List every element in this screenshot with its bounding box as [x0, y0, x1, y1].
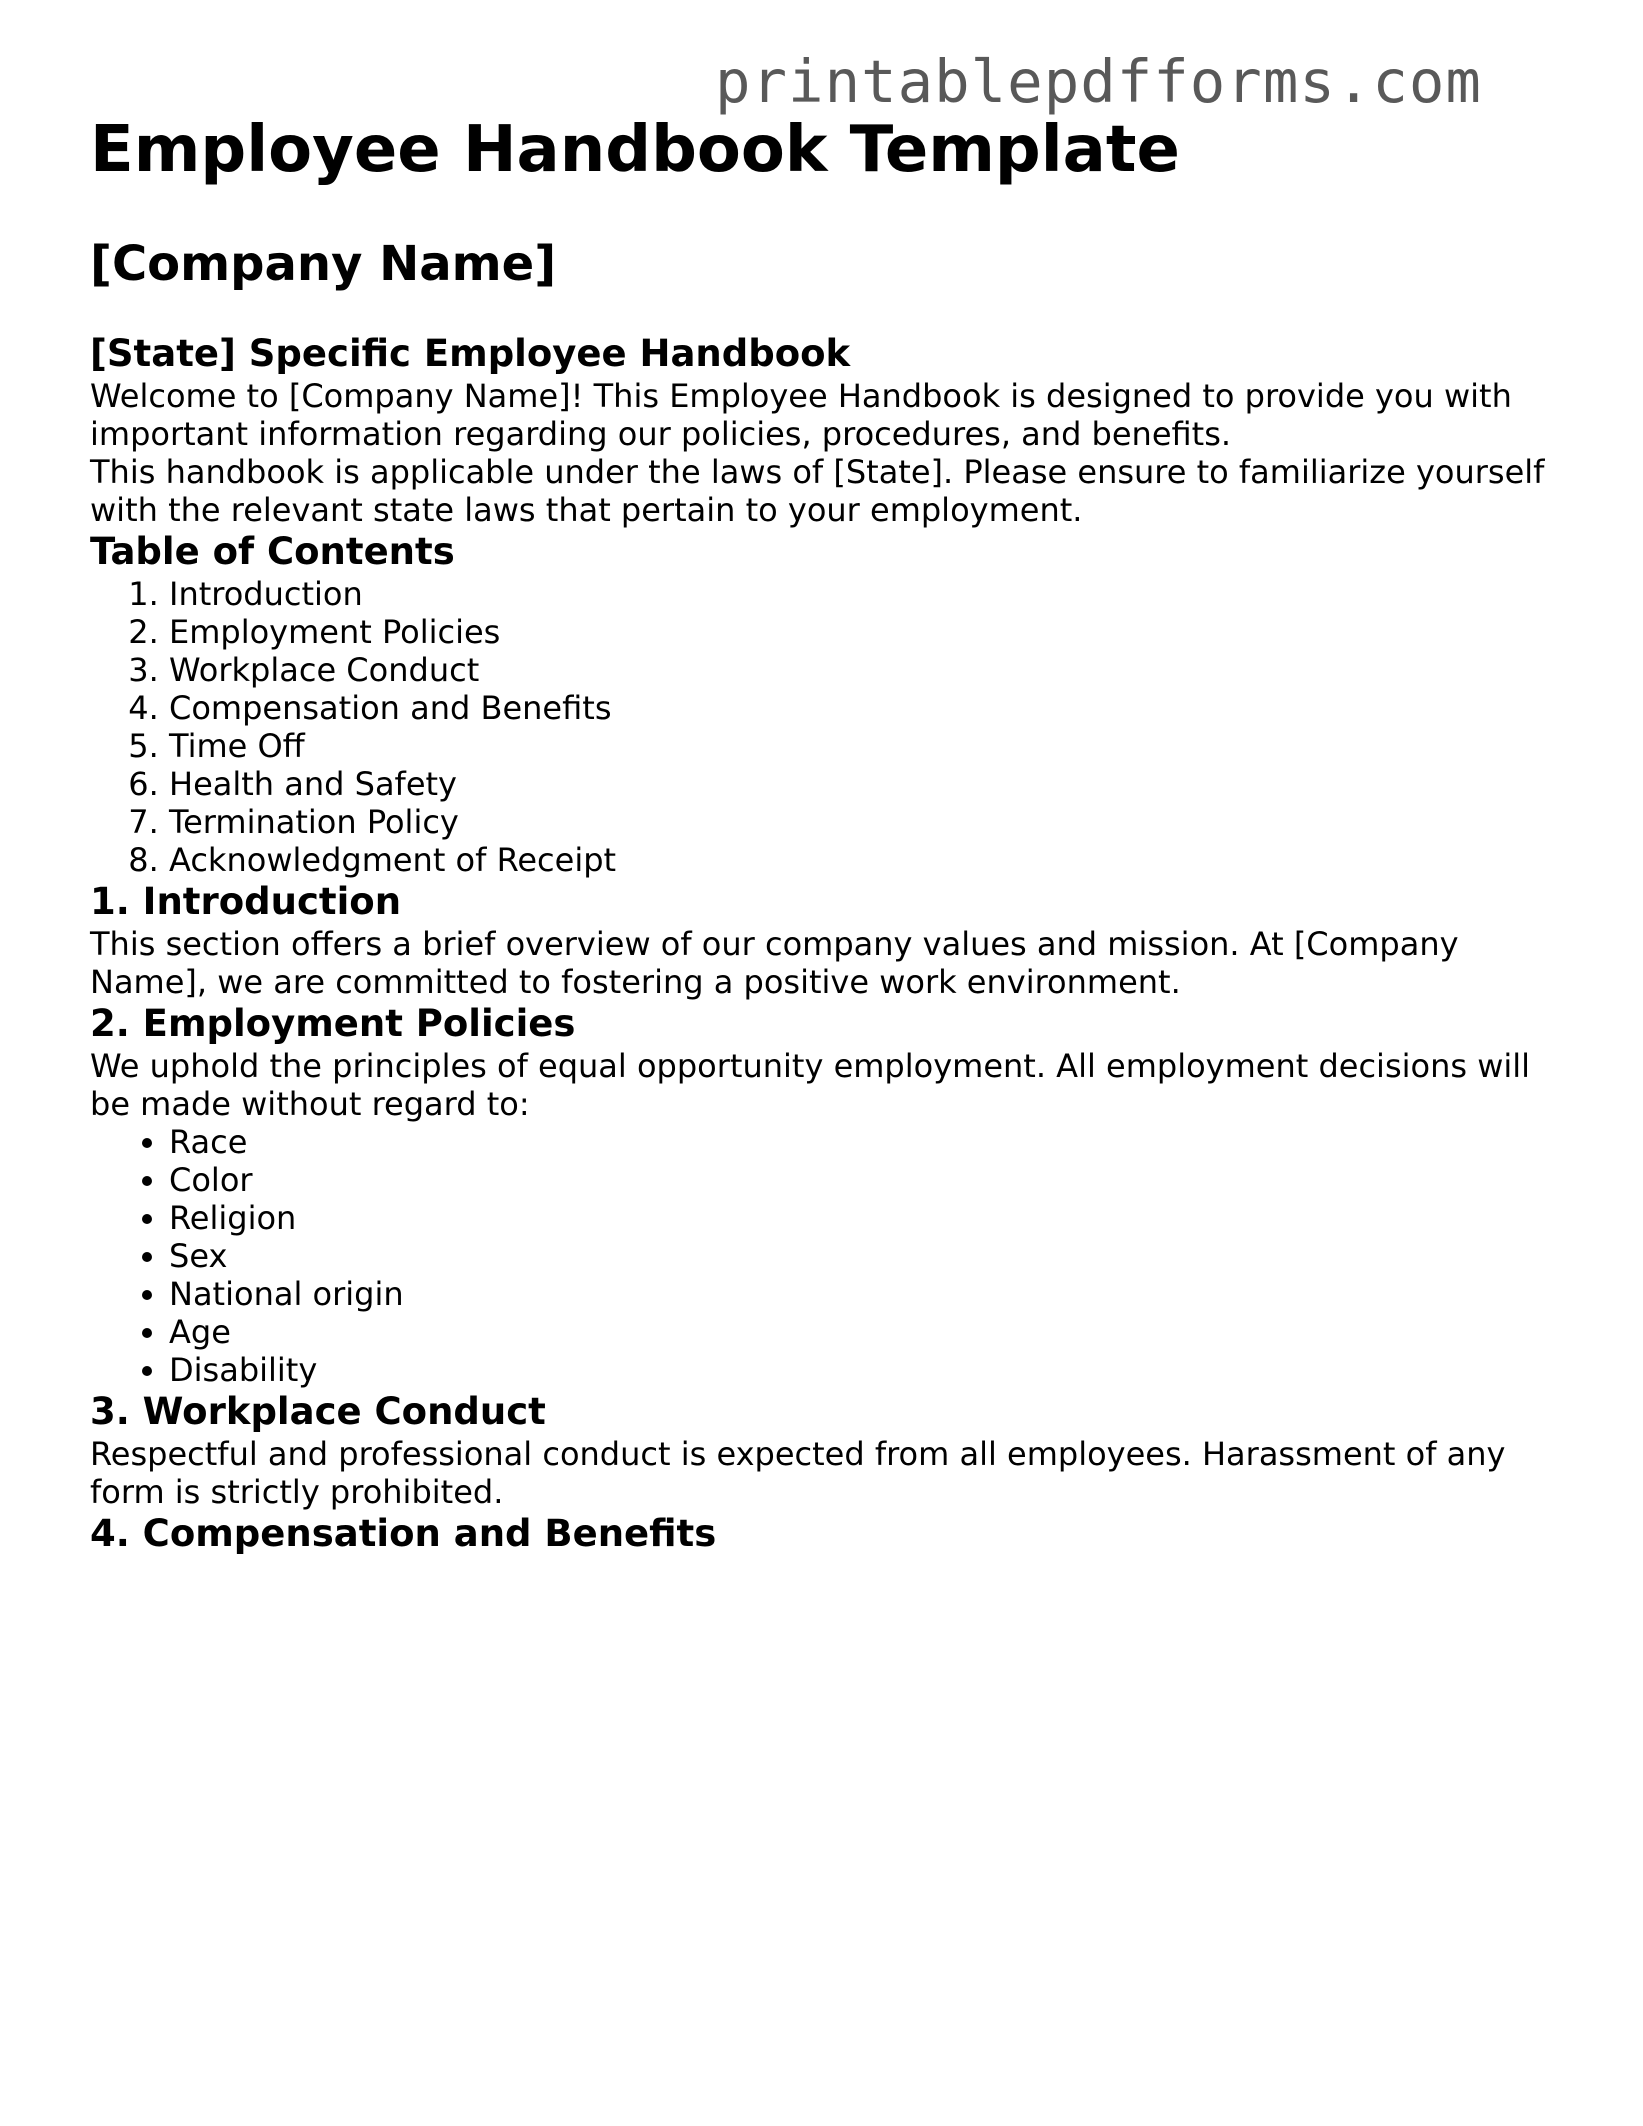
toc-item: 4. Compensation and Benefits [169, 689, 1570, 727]
toc-item: 5. Time Off [169, 727, 1570, 765]
section-workplace-conduct-body: Respectful and professional conduct is expected from all employees. Harassment of any form is strictly prohibited. [90, 1435, 1506, 1511]
list-item: • National origin [169, 1275, 1570, 1313]
toc-heading: Table of Contents [90, 530, 455, 573]
equal-opportunity-list [90, 1123, 1570, 1389]
toc-item: 2. Employment Policies [169, 613, 1570, 651]
section-compensation-heading: 4. Compensation and Benefits [90, 1512, 717, 1555]
intro-paragraph-welcome: Welcome to [Company Name]! This Employee Handbook is designed to provide you with important information regarding our policies, procedures, and benefits. [90, 377, 1512, 453]
toc-item: 3. Workplace Conduct [169, 651, 1570, 689]
list-item: • Disability [169, 1351, 1570, 1389]
document-title: Employee Handbook Template [90, 113, 1180, 187]
watermark: printablepdfforms.com [715, 47, 1482, 116]
toc-item: 8. Acknowledgment of Receipt [169, 841, 1570, 879]
section-introduction-body: This section offers a brief overview of our company values and mission. At [Company Name], we are committed to fostering a positive work environment. [90, 925, 1459, 1001]
toc-item: 1. Introduction [169, 575, 1570, 613]
intro-paragraph-state-laws: This handbook is applicable under the laws of [State]. Please ensure to familiarize yourself with the relevant state laws that pertain to your employment. [90, 453, 1545, 529]
document-body [90, 110, 1570, 1557]
section-employment-policies-heading: 2. Employment Policies [90, 1002, 576, 1045]
company-name-heading: [Company Name] [90, 236, 557, 292]
list-item: • Age [169, 1313, 1570, 1351]
handbook-subtitle: [State] Specific Employee Handbook [90, 332, 851, 375]
list-item: • Race [169, 1123, 1570, 1161]
section-workplace-conduct-heading: 3. Workplace Conduct [90, 1390, 546, 1433]
section-employment-policies-body: We uphold the principles of equal opportunity employment. All employment decisions will be made without regard to: [90, 1047, 1531, 1123]
list-item: • Color [169, 1161, 1570, 1199]
toc-item: 7. Termination Policy [169, 803, 1570, 841]
toc-list [90, 575, 1570, 879]
list-item: • Religion [169, 1199, 1570, 1237]
section-introduction-heading: 1. Introduction [90, 880, 402, 923]
toc-item: 6. Health and Safety [169, 765, 1570, 803]
list-item: • Sex [169, 1237, 1570, 1275]
